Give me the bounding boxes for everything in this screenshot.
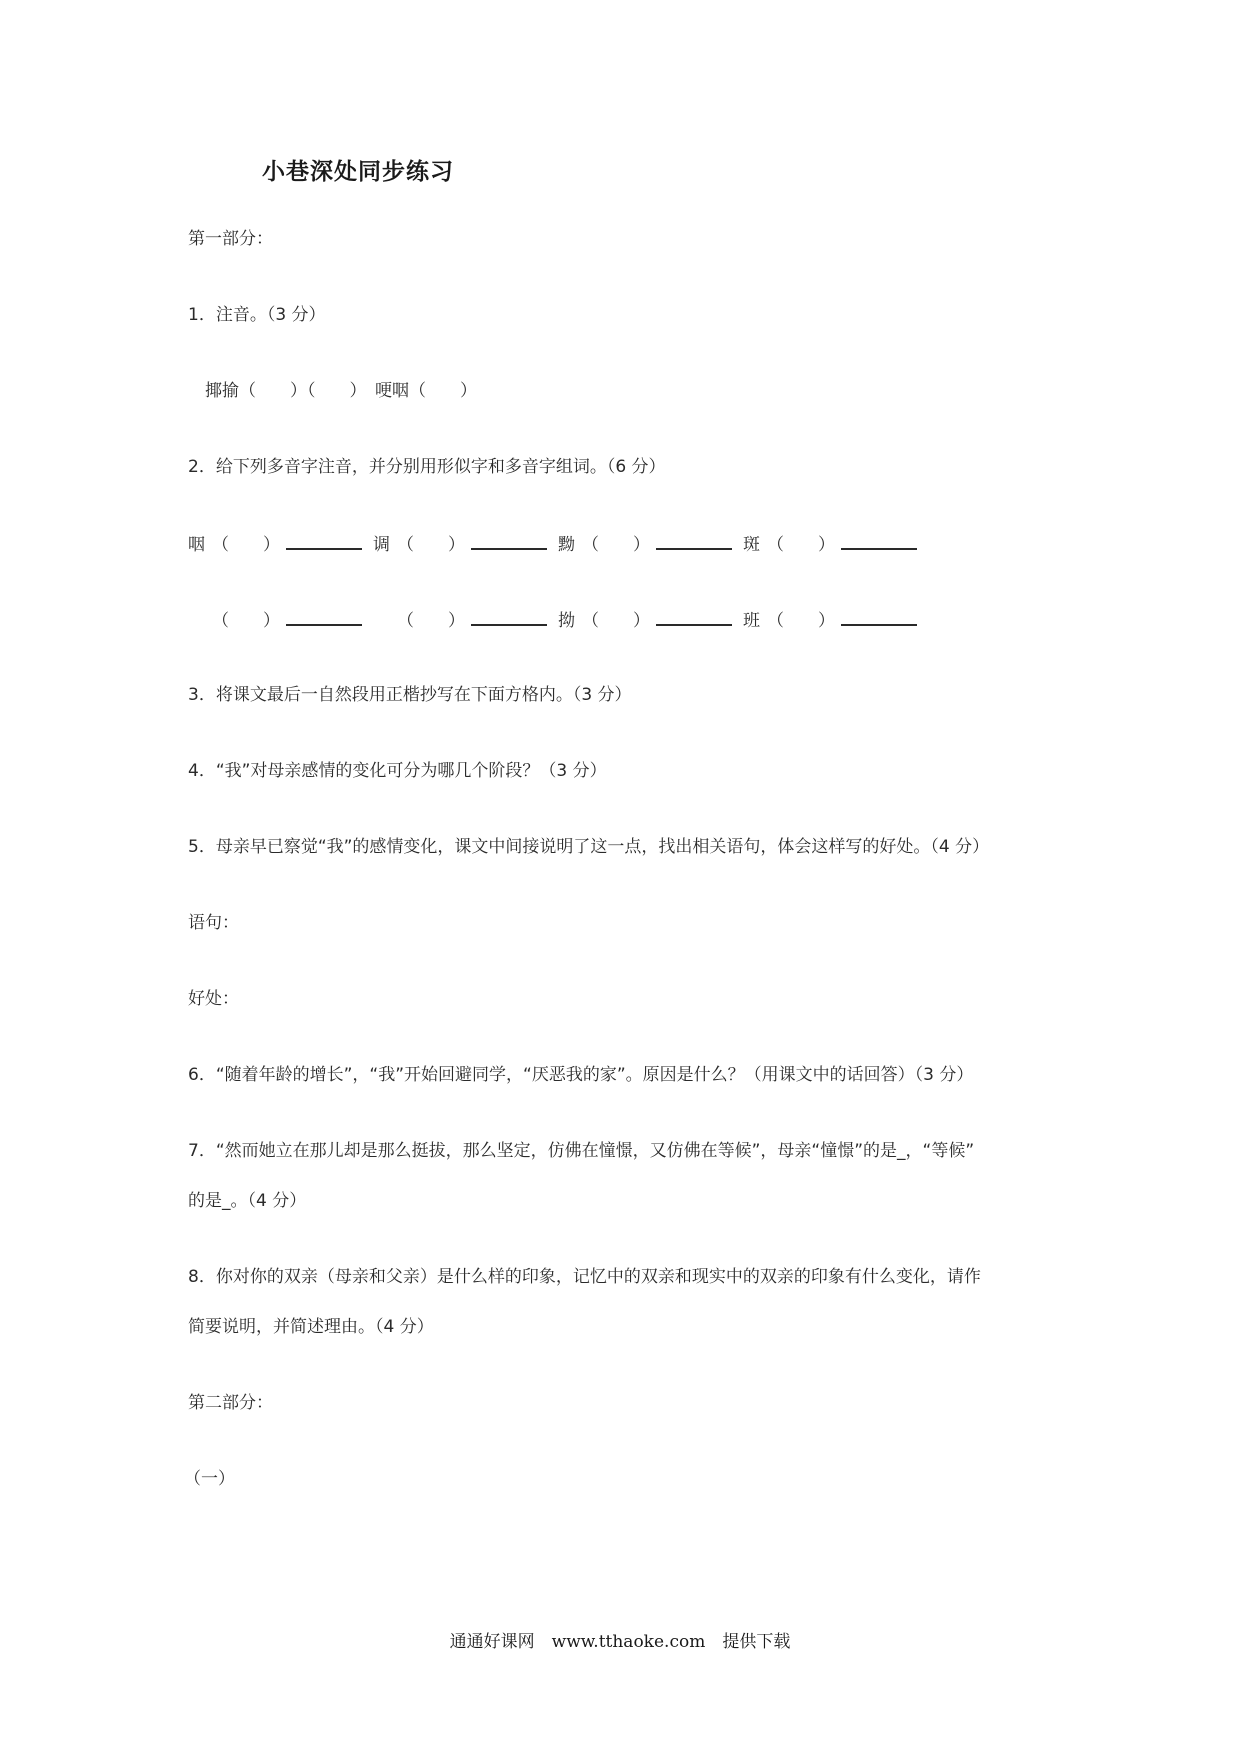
polyphone-item xyxy=(558,532,732,556)
polyphone-char: 斑 xyxy=(743,535,760,555)
polyphone-item xyxy=(743,608,917,632)
pinyin-paren: （ ） xyxy=(397,611,465,631)
part-one-heading: 第一部分： xyxy=(188,229,273,249)
polyphone-item xyxy=(373,608,547,632)
download-footer: 通通好课网 www.tthaoke.com 提供下载 xyxy=(449,1632,791,1652)
question-7-line-2: 的是_。（4 分） xyxy=(188,1191,307,1211)
pinyin-paren: （ ） xyxy=(582,611,650,631)
question-7-line-1: 7．“然而她立在那儿却是那么挺拔，那么坚定，仿佛在憧憬，又仿佛在等候”，母亲“憧憬”的是_，“等候” xyxy=(188,1141,975,1161)
word-blank[interactable] xyxy=(286,532,362,550)
pinyin-paren: （ ） xyxy=(767,535,835,555)
polyphone-item xyxy=(188,532,362,556)
question-8-line-2: 简要说明，并简述理由。（4 分） xyxy=(188,1317,434,1337)
word-blank[interactable] xyxy=(841,532,917,550)
word-blank[interactable] xyxy=(656,532,732,550)
pinyin-paren: （ ） xyxy=(767,611,835,631)
question-2-row-1 xyxy=(188,532,1088,556)
pinyin-paren: （ ） xyxy=(397,535,465,555)
page-title: 小巷深处同步练习 xyxy=(262,158,454,185)
polyphone-char: 调 xyxy=(373,535,390,555)
question-8-line-1: 8．你对你的双亲（母亲和父亲）是什么样的印象，记忆中的双亲和现实中的双亲的印象有什么变化，请作 xyxy=(188,1267,981,1287)
polyphone-item xyxy=(558,608,732,632)
polyphone-char: 拗 xyxy=(558,611,575,631)
word-blank[interactable] xyxy=(656,608,732,626)
question-3-prompt: 3．将课文最后一自然段用正楷抄写在下面方格内。（3 分） xyxy=(188,685,632,705)
question-2-prompt: 2．给下列多音字注音，并分别用形似字和多音字组词。（6 分） xyxy=(188,457,666,477)
word-blank[interactable] xyxy=(286,608,362,626)
word-blank[interactable] xyxy=(841,608,917,626)
question-4-prompt: 4．“我”对母亲感情的变化可分为哪几个阶段？（3 分） xyxy=(188,761,607,781)
polyphone-item xyxy=(373,532,547,556)
question-2-row-2 xyxy=(188,608,1088,632)
polyphone-item xyxy=(743,532,917,556)
polyphone-char: 黝 xyxy=(558,535,575,555)
word-blank[interactable] xyxy=(471,532,547,550)
section-one-heading: （一） xyxy=(184,1469,235,1489)
pinyin-paren: （ ） xyxy=(582,535,650,555)
pinyin-paren: （ ） xyxy=(212,535,280,555)
question-5-prompt: 5．母亲早已察觉“我”的感情变化，课文中间接说明了这一点，找出相关语句，体会这样写的好处。（4 分） xyxy=(188,837,990,857)
part-two-heading: 第二部分： xyxy=(188,1393,273,1413)
question-1-answer-line: 揶揄（ ）（ ） 哽咽（ ） xyxy=(205,381,477,401)
question-6-prompt: 6．“随着年龄的增长”，“我”开始回避同学，“厌恶我的家”。原因是什么？（用课文中的话回答）（3 分） xyxy=(188,1065,974,1085)
polyphone-char: 咽 xyxy=(188,535,205,555)
pinyin-paren: （ ） xyxy=(212,611,280,631)
question-5-benefit-label: 好处： xyxy=(188,989,239,1009)
question-5-sentence-label: 语句： xyxy=(188,913,239,933)
polyphone-item xyxy=(188,608,362,632)
question-1-prompt: 1．注音。（3 分） xyxy=(188,305,326,325)
polyphone-char: 班 xyxy=(743,611,760,631)
word-blank[interactable] xyxy=(471,608,547,626)
